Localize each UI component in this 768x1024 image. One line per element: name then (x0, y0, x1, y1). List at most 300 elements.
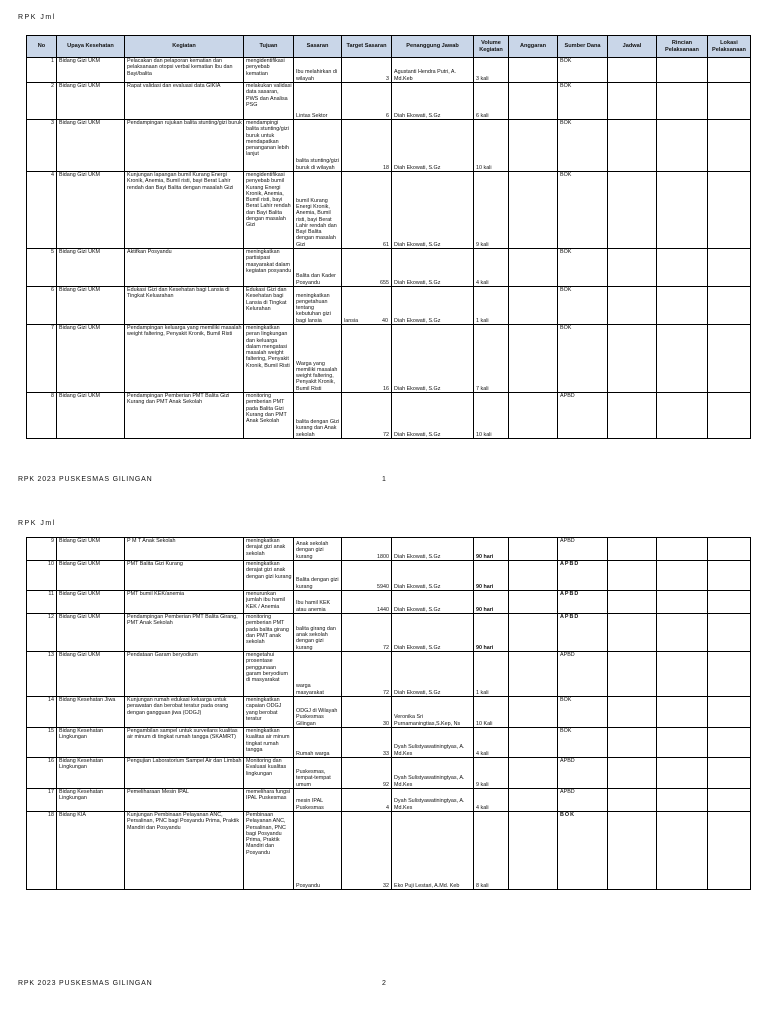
cell-jadwal (608, 591, 657, 614)
cell-kegiatan (125, 172, 244, 249)
cell-volume (474, 58, 509, 83)
col-header-rincian: Rincian Pelaksanaan (657, 36, 708, 58)
cell-kegiatan-text: Pengambilan sampel untuk surveilans kualitas air minum di tingkat rumah tangga (SKAMRT) (127, 728, 238, 741)
cell-upaya-text: Bidang Kesehatan Jiwa (59, 697, 116, 703)
cell-sasaran (294, 812, 342, 890)
cell-kegiatan-text: Kunjungan rumah edukasi keluarga untuk perawatan dan berobat teratur pada orang dengan gangguan jiwa (ODGJ) (127, 697, 229, 716)
cell-upaya (57, 697, 125, 728)
cell-volume (474, 758, 509, 789)
cell-sasaran (294, 325, 342, 393)
cell-sumber-text: APBD (560, 758, 575, 764)
cell-lokasi (708, 249, 751, 287)
cell-sumber (558, 120, 608, 172)
cell-sumber-text: APBD (560, 591, 580, 597)
cell-kegiatan-text: PMT bumil KEK/anemia (127, 591, 185, 597)
cell-volume-text: 10 Kali (476, 720, 493, 727)
cell-sumber (558, 287, 608, 325)
cell-volume (474, 614, 509, 652)
cell-pj (392, 287, 474, 325)
cell-jadwal (608, 325, 657, 393)
cell-rincian (657, 325, 708, 393)
cell-volume (474, 561, 509, 591)
cell-tujuan (244, 83, 294, 120)
cell-sasaran (294, 249, 342, 287)
cell-sasaran (294, 83, 342, 120)
cell-kegiatan (125, 83, 244, 120)
table-row (27, 249, 751, 287)
cell-anggaran (509, 325, 558, 393)
cell-kegiatan (125, 538, 244, 561)
cell-anggaran (509, 58, 558, 83)
cell-sumber (558, 758, 608, 789)
cell-kegiatan-text: Pemeliharaan Mesin IPAL (127, 789, 189, 795)
cell-volume-text: 90 hari (476, 583, 494, 590)
cell-no-text: 17 (48, 789, 54, 795)
table-row (27, 728, 751, 758)
cell-no-text: 8 (51, 393, 54, 399)
cell-no (27, 789, 57, 812)
cell-target (342, 812, 392, 890)
cell-volume-text: 90 hari (476, 606, 494, 613)
cell-upaya-text: Bidang Gizi UKM (59, 652, 101, 658)
cell-sasaran-text: Posyandu (296, 882, 320, 889)
col-header-kegiatan: Kegiatan (125, 36, 244, 58)
cell-no (27, 325, 57, 393)
cell-pj-text: Dyah Sulistyawatiningtyas, A. Md.Kes (394, 744, 465, 757)
cell-pj (392, 758, 474, 789)
cell-pj (392, 249, 474, 287)
cell-sasaran (294, 538, 342, 561)
cell-anggaran (509, 812, 558, 890)
cell-no-text: 7 (51, 325, 54, 331)
cell-sasaran (294, 728, 342, 758)
cell-sasaran (294, 591, 342, 614)
cell-tujuan (244, 172, 294, 249)
cell-no-text: 16 (48, 758, 54, 764)
cell-sumber-text: BOK (560, 249, 572, 255)
cell-lokasi (708, 652, 751, 697)
cell-no (27, 758, 57, 789)
cell-sasaran-text: Rumah warga (296, 750, 330, 757)
cell-tujuan (244, 812, 294, 890)
cell-sumber-text: BOK (560, 83, 572, 89)
cell-target (342, 728, 392, 758)
rpk-table-page1 (26, 35, 751, 439)
cell-sasaran (294, 758, 342, 789)
cell-upaya (57, 789, 125, 812)
cell-volume-text: 6 kali (476, 112, 489, 119)
cell-sasaran (294, 393, 342, 439)
cell-target (342, 172, 392, 249)
cell-target-text: 655 (380, 279, 389, 286)
cell-upaya-text: Bidang Gizi UKM (59, 249, 101, 255)
cell-volume-text: 9 kali (476, 781, 489, 788)
cell-pj (392, 697, 474, 728)
cell-no-text: 10 (48, 561, 54, 567)
cell-rincian (657, 561, 708, 591)
cell-no (27, 652, 57, 697)
cell-target (342, 789, 392, 812)
cell-volume (474, 652, 509, 697)
cell-upaya (57, 172, 125, 249)
cell-sumber-text: APBD (560, 652, 575, 658)
col-header-target: Target Sasaran (342, 36, 392, 58)
cell-anggaran (509, 697, 558, 728)
cell-volume (474, 728, 509, 758)
cell-sumber-text: APBD (560, 614, 580, 620)
table-row (27, 614, 751, 652)
cell-jadwal (608, 287, 657, 325)
cell-sasaran-text: ODGJ di Wilayah Puskesmas Gilingan (296, 708, 338, 727)
cell-target-text: lansia (344, 317, 359, 324)
cell-tujuan (244, 325, 294, 393)
cell-target (342, 393, 392, 439)
cell-kegiatan (125, 591, 244, 614)
cell-pj (392, 58, 474, 83)
cell-tujuan-text: mengetahui prosentase penggunaan garam beryodium di masyarakat (246, 652, 288, 684)
cell-rincian (657, 287, 708, 325)
cell-tujuan-text: mengidentifikasi penyebab bumil Kurang Energi Kronik, Anemia, Bumil risti, bayi Berat Lahir rendah dan Bayi Balita dengan masalah Gizi (246, 172, 291, 229)
cell-volume-text: 9 kali (476, 241, 489, 248)
cell-tujuan (244, 393, 294, 439)
cell-target (342, 120, 392, 172)
cell-sumber (558, 652, 608, 697)
cell-pj (392, 172, 474, 249)
cell-tujuan (244, 789, 294, 812)
cell-sumber-text: BOK (560, 697, 572, 703)
cell-upaya-text: Bidang KIA (59, 812, 86, 818)
cell-sumber-text: BOK (560, 287, 572, 293)
table-row (27, 652, 751, 697)
table-row (27, 812, 751, 890)
cell-target (342, 58, 392, 83)
cell-tujuan (244, 561, 294, 591)
cell-pj (392, 652, 474, 697)
cell-tujuan (244, 249, 294, 287)
cell-tujuan (244, 538, 294, 561)
cell-upaya-text: Bidang Kesehatan Lingkungan (59, 728, 104, 741)
cell-tujuan (244, 591, 294, 614)
cell-rincian (657, 812, 708, 890)
cell-volume-text: 90 hari (476, 553, 494, 560)
cell-volume (474, 172, 509, 249)
cell-pj-text: Diah Ekowati, S.Gz (394, 241, 441, 248)
cell-sumber (558, 812, 608, 890)
cell-pj-text: Dyah Sulistyawatiningtyas, A. Md.Kes (394, 775, 465, 788)
cell-sumber (558, 728, 608, 758)
cell-anggaran (509, 393, 558, 439)
cell-target-text: 61 (383, 241, 389, 248)
cell-kegiatan-text: Pendampingan Pemberian PMT Balita Gizi Kurang dan PMT Anak Sekolah (127, 393, 230, 406)
cell-tujuan-text: monitoring pemberian PMT pada Balita Gizi Kurang dan PMT Anak Sekolah (246, 393, 287, 425)
cell-upaya (57, 325, 125, 393)
cell-sumber (558, 325, 608, 393)
cell-no-text: 14 (48, 697, 54, 703)
cell-upaya (57, 83, 125, 120)
cell-sasaran (294, 614, 342, 652)
table-row (27, 325, 751, 393)
cell-sasaran-text: meningkatkan pengetahuan tentang kebutuhan gizi bagi lansia (296, 292, 331, 324)
cell-volume-text: 4 kali (476, 279, 489, 286)
cell-sasaran (294, 287, 342, 325)
cell-volume-text: 1 kali (476, 689, 489, 696)
cell-target-text: 6 (386, 112, 389, 119)
cell-anggaran (509, 789, 558, 812)
cell-no-text: 2 (51, 83, 54, 89)
cell-rincian (657, 172, 708, 249)
cell-kegiatan-text: Pendampingan rujukan balita stunting/gizi buruk (127, 120, 242, 126)
cell-no (27, 728, 57, 758)
cell-upaya-text: Bidang Gizi UKM (59, 287, 101, 293)
cell-sumber (558, 172, 608, 249)
cell-sumber-text: APBD (560, 561, 580, 567)
cell-jadwal (608, 249, 657, 287)
cell-anggaran (509, 249, 558, 287)
cell-pj-text: Eko Puji Lestari, A.Md. Keb (394, 882, 460, 889)
cell-tujuan-text: Edukasi Gizi dan Kesehatan bagi Lansia di Tingkat Kelurahan (246, 287, 287, 312)
cell-upaya (57, 561, 125, 591)
cell-volume (474, 393, 509, 439)
cell-no-text: 11 (48, 591, 54, 597)
cell-jadwal (608, 812, 657, 890)
cell-tujuan-text: memelihara fungsi IPAL Puskesmas (246, 789, 291, 802)
cell-jadwal (608, 172, 657, 249)
cell-sumber (558, 249, 608, 287)
cell-upaya-text: Bidang Gizi UKM (59, 172, 101, 178)
page2-footer-label: RPK 2023 PUSKESMAS GILINGAN (18, 980, 153, 987)
cell-volume-text: 7 kali (476, 385, 489, 392)
cell-kegiatan (125, 728, 244, 758)
cell-volume (474, 325, 509, 393)
cell-sasaran (294, 561, 342, 591)
cell-sasaran-text: Balita dengan gizi kurang (296, 577, 339, 590)
cell-sasaran-text: balita girang dan anak sekolah dengan gizi kurang (296, 625, 336, 651)
table-row (27, 172, 751, 249)
cell-sasaran (294, 120, 342, 172)
cell-upaya (57, 591, 125, 614)
cell-tujuan (244, 287, 294, 325)
cell-upaya (57, 120, 125, 172)
cell-jadwal (608, 614, 657, 652)
cell-pj-text: Agustanti Hendra Putri, A. Md.Keb (394, 69, 457, 82)
cell-upaya-text: Bidang Kesehatan Lingkungan (59, 789, 104, 802)
cell-lokasi (708, 58, 751, 83)
cell-no-text: 5 (51, 249, 54, 255)
cell-upaya-text: Bidang Gizi UKM (59, 614, 101, 620)
cell-kegiatan (125, 287, 244, 325)
cell-lokasi (708, 758, 751, 789)
cell-rincian (657, 538, 708, 561)
cell-target-text: 33 (383, 750, 389, 757)
col-header-pj: Penanggung Jawab (392, 36, 474, 58)
cell-lokasi (708, 789, 751, 812)
cell-jadwal (608, 561, 657, 591)
cell-tujuan (244, 758, 294, 789)
table-row (27, 83, 751, 120)
cell-target (342, 697, 392, 728)
cell-rincian (657, 83, 708, 120)
table-row (27, 561, 751, 591)
cell-no (27, 812, 57, 890)
cell-pj-text: Diah Ekowati, S.Gz (394, 553, 441, 560)
cell-volume-text: 8 kali (476, 882, 489, 889)
cell-pj-text: Diah Ekowati, S.Gz (394, 689, 441, 696)
cell-anggaran (509, 538, 558, 561)
cell-tujuan-text: meningkatkan derajat gizi anak dengan gizi kurang (246, 561, 292, 580)
cell-pj (392, 120, 474, 172)
cell-upaya-text: Bidang Gizi UKM (59, 538, 101, 544)
cell-target-text: 72 (383, 689, 389, 696)
page1-footer-label: RPK 2023 PUSKESMAS GILINGAN (18, 476, 153, 483)
cell-sasaran-text: Puskesmas, tempat-tempat umum (296, 769, 331, 788)
cell-anggaran (509, 591, 558, 614)
cell-target (342, 287, 392, 325)
cell-upaya-text: Bidang Gizi UKM (59, 83, 101, 89)
cell-sasaran (294, 172, 342, 249)
cell-pj (392, 83, 474, 120)
cell-volume (474, 83, 509, 120)
cell-target-text: 72 (383, 431, 389, 438)
cell-target (342, 652, 392, 697)
cell-target-text: 72 (383, 644, 389, 651)
cell-sumber (558, 789, 608, 812)
cell-tujuan (244, 728, 294, 758)
cell-sasaran-text: Anak sekolah dengan gizi kurang (296, 541, 329, 560)
cell-target-text: 18 (383, 164, 389, 171)
cell-pj-text: Diah Ekowati, S.Gz (394, 385, 441, 392)
page2-header-label: RPK Jml (18, 520, 56, 527)
cell-upaya (57, 758, 125, 789)
cell-pj-text: Veronika Sri Purnamaningtias,S.Kep, Ns (394, 714, 461, 727)
cell-no (27, 561, 57, 591)
cell-sumber (558, 614, 608, 652)
cell-target (342, 249, 392, 287)
cell-no-text: 6 (51, 287, 54, 293)
cell-no (27, 614, 57, 652)
cell-no-text: 4 (51, 172, 54, 178)
cell-sasaran-text: Balita dan Kader Posyandu (296, 273, 336, 286)
cell-upaya (57, 652, 125, 697)
cell-tujuan (244, 652, 294, 697)
cell-volume (474, 812, 509, 890)
table-row (27, 287, 751, 325)
cell-lokasi (708, 287, 751, 325)
cell-anggaran (509, 83, 558, 120)
cell-tujuan-text: Monitoring dan Evaluasi kualitas lingkungan (246, 758, 287, 777)
cell-tujuan-text: Pembinaan Pelayanan ANC, Persalinan, PNC bagi Posyandu Prima, Praktik Mandiri dan Posyandu (246, 812, 286, 856)
cell-rincian (657, 697, 708, 728)
page1-footer (18, 476, 750, 486)
cell-kegiatan (125, 697, 244, 728)
col-header-no: No (27, 36, 57, 58)
cell-upaya-text: Bidang Gizi UKM (59, 561, 101, 567)
cell-no (27, 83, 57, 120)
cell-pj (392, 591, 474, 614)
cell-kegiatan (125, 789, 244, 812)
cell-sasaran-text: bumil Kurang Energi Kronik, Anemia, Bumil risti, bayi Berat Lahir rendah dan Bayi Balita dengan masalah Gizi (296, 197, 337, 248)
cell-rincian (657, 591, 708, 614)
page1-header-label: RPK Jml (18, 14, 56, 21)
cell-kegiatan (125, 758, 244, 789)
cell-anggaran (509, 728, 558, 758)
cell-rincian (657, 789, 708, 812)
cell-upaya-text: Bidang Gizi UKM (59, 58, 101, 64)
cell-upaya (57, 249, 125, 287)
cell-sumber (558, 591, 608, 614)
cell-pj (392, 614, 474, 652)
cell-lokasi (708, 812, 751, 890)
cell-tujuan-text: monitoring pemberian PMT pada balita girang dan PMT anak sekolah (246, 614, 289, 646)
cell-sumber-text: APBD (560, 538, 575, 544)
cell-tujuan-text: meningkatkan capaian ODGJ yang berobat teratur (246, 697, 282, 722)
cell-no (27, 538, 57, 561)
cell-target (342, 561, 392, 591)
cell-sasaran-text: Ibu hamil KEK atau anemia (296, 600, 331, 613)
cell-sasaran-text: balita dengan Gizi kurang dan Anak sekolah (296, 419, 340, 438)
cell-pj (392, 812, 474, 890)
cell-no (27, 287, 57, 325)
cell-upaya (57, 287, 125, 325)
cell-lokasi (708, 172, 751, 249)
cell-target-text: 4 (386, 804, 389, 811)
cell-rincian (657, 120, 708, 172)
rpk-table-page2 (26, 537, 751, 890)
cell-volume-text: 4 kali (476, 750, 489, 757)
cell-sumber-text: APBD (560, 393, 575, 399)
cell-lokasi (708, 83, 751, 120)
cell-sasaran-text: warga masyarakat (296, 683, 324, 696)
cell-upaya-text: Bidang Gizi UKM (59, 393, 101, 399)
cell-jadwal (608, 538, 657, 561)
cell-upaya (57, 393, 125, 439)
cell-no (27, 172, 57, 249)
cell-jadwal (608, 697, 657, 728)
page2-footer (18, 980, 750, 990)
cell-sumber-text: APBD (560, 789, 575, 795)
cell-pj-text: Diah Ekowati, S.Gz (394, 606, 441, 613)
cell-sumber (558, 58, 608, 83)
cell-sasaran (294, 58, 342, 83)
cell-volume-text: 4 kali (476, 804, 489, 811)
cell-pj (392, 561, 474, 591)
cell-volume-text: 10 kali (476, 431, 492, 438)
cell-target-text: 30 (383, 720, 389, 727)
cell-target-text: 3 (386, 75, 389, 82)
cell-kegiatan-text: Pengujian Laboratorium Sampel Air dan Limbah (127, 758, 242, 764)
cell-no (27, 591, 57, 614)
page1-number: 1 (382, 476, 387, 483)
cell-sumber-text: BOK (560, 172, 572, 178)
col-header-tujuan: Tujuan (244, 36, 294, 58)
cell-sasaran-text: mesin IPAL Puskesmas (296, 798, 324, 811)
cell-kegiatan-text: Pelacakan dan pelaporan kematian dan pelaksanaan otopsi verbal kematian Ibu dan Bayi/balita (127, 58, 233, 77)
cell-upaya-text: Bidang Gizi UKM (59, 120, 101, 126)
cell-upaya (57, 538, 125, 561)
cell-jadwal (608, 120, 657, 172)
cell-anggaran (509, 287, 558, 325)
cell-lokasi (708, 393, 751, 439)
cell-volume (474, 287, 509, 325)
cell-no-text: 3 (51, 120, 54, 126)
cell-target-text: 32 (383, 882, 389, 889)
cell-kegiatan (125, 325, 244, 393)
cell-rincian (657, 58, 708, 83)
cell-kegiatan (125, 652, 244, 697)
col-header-jadwal: Jadwal (608, 36, 657, 58)
cell-kegiatan-text: PMT Balita Gizi Kurang (127, 561, 183, 567)
cell-jadwal (608, 789, 657, 812)
cell-upaya (57, 728, 125, 758)
